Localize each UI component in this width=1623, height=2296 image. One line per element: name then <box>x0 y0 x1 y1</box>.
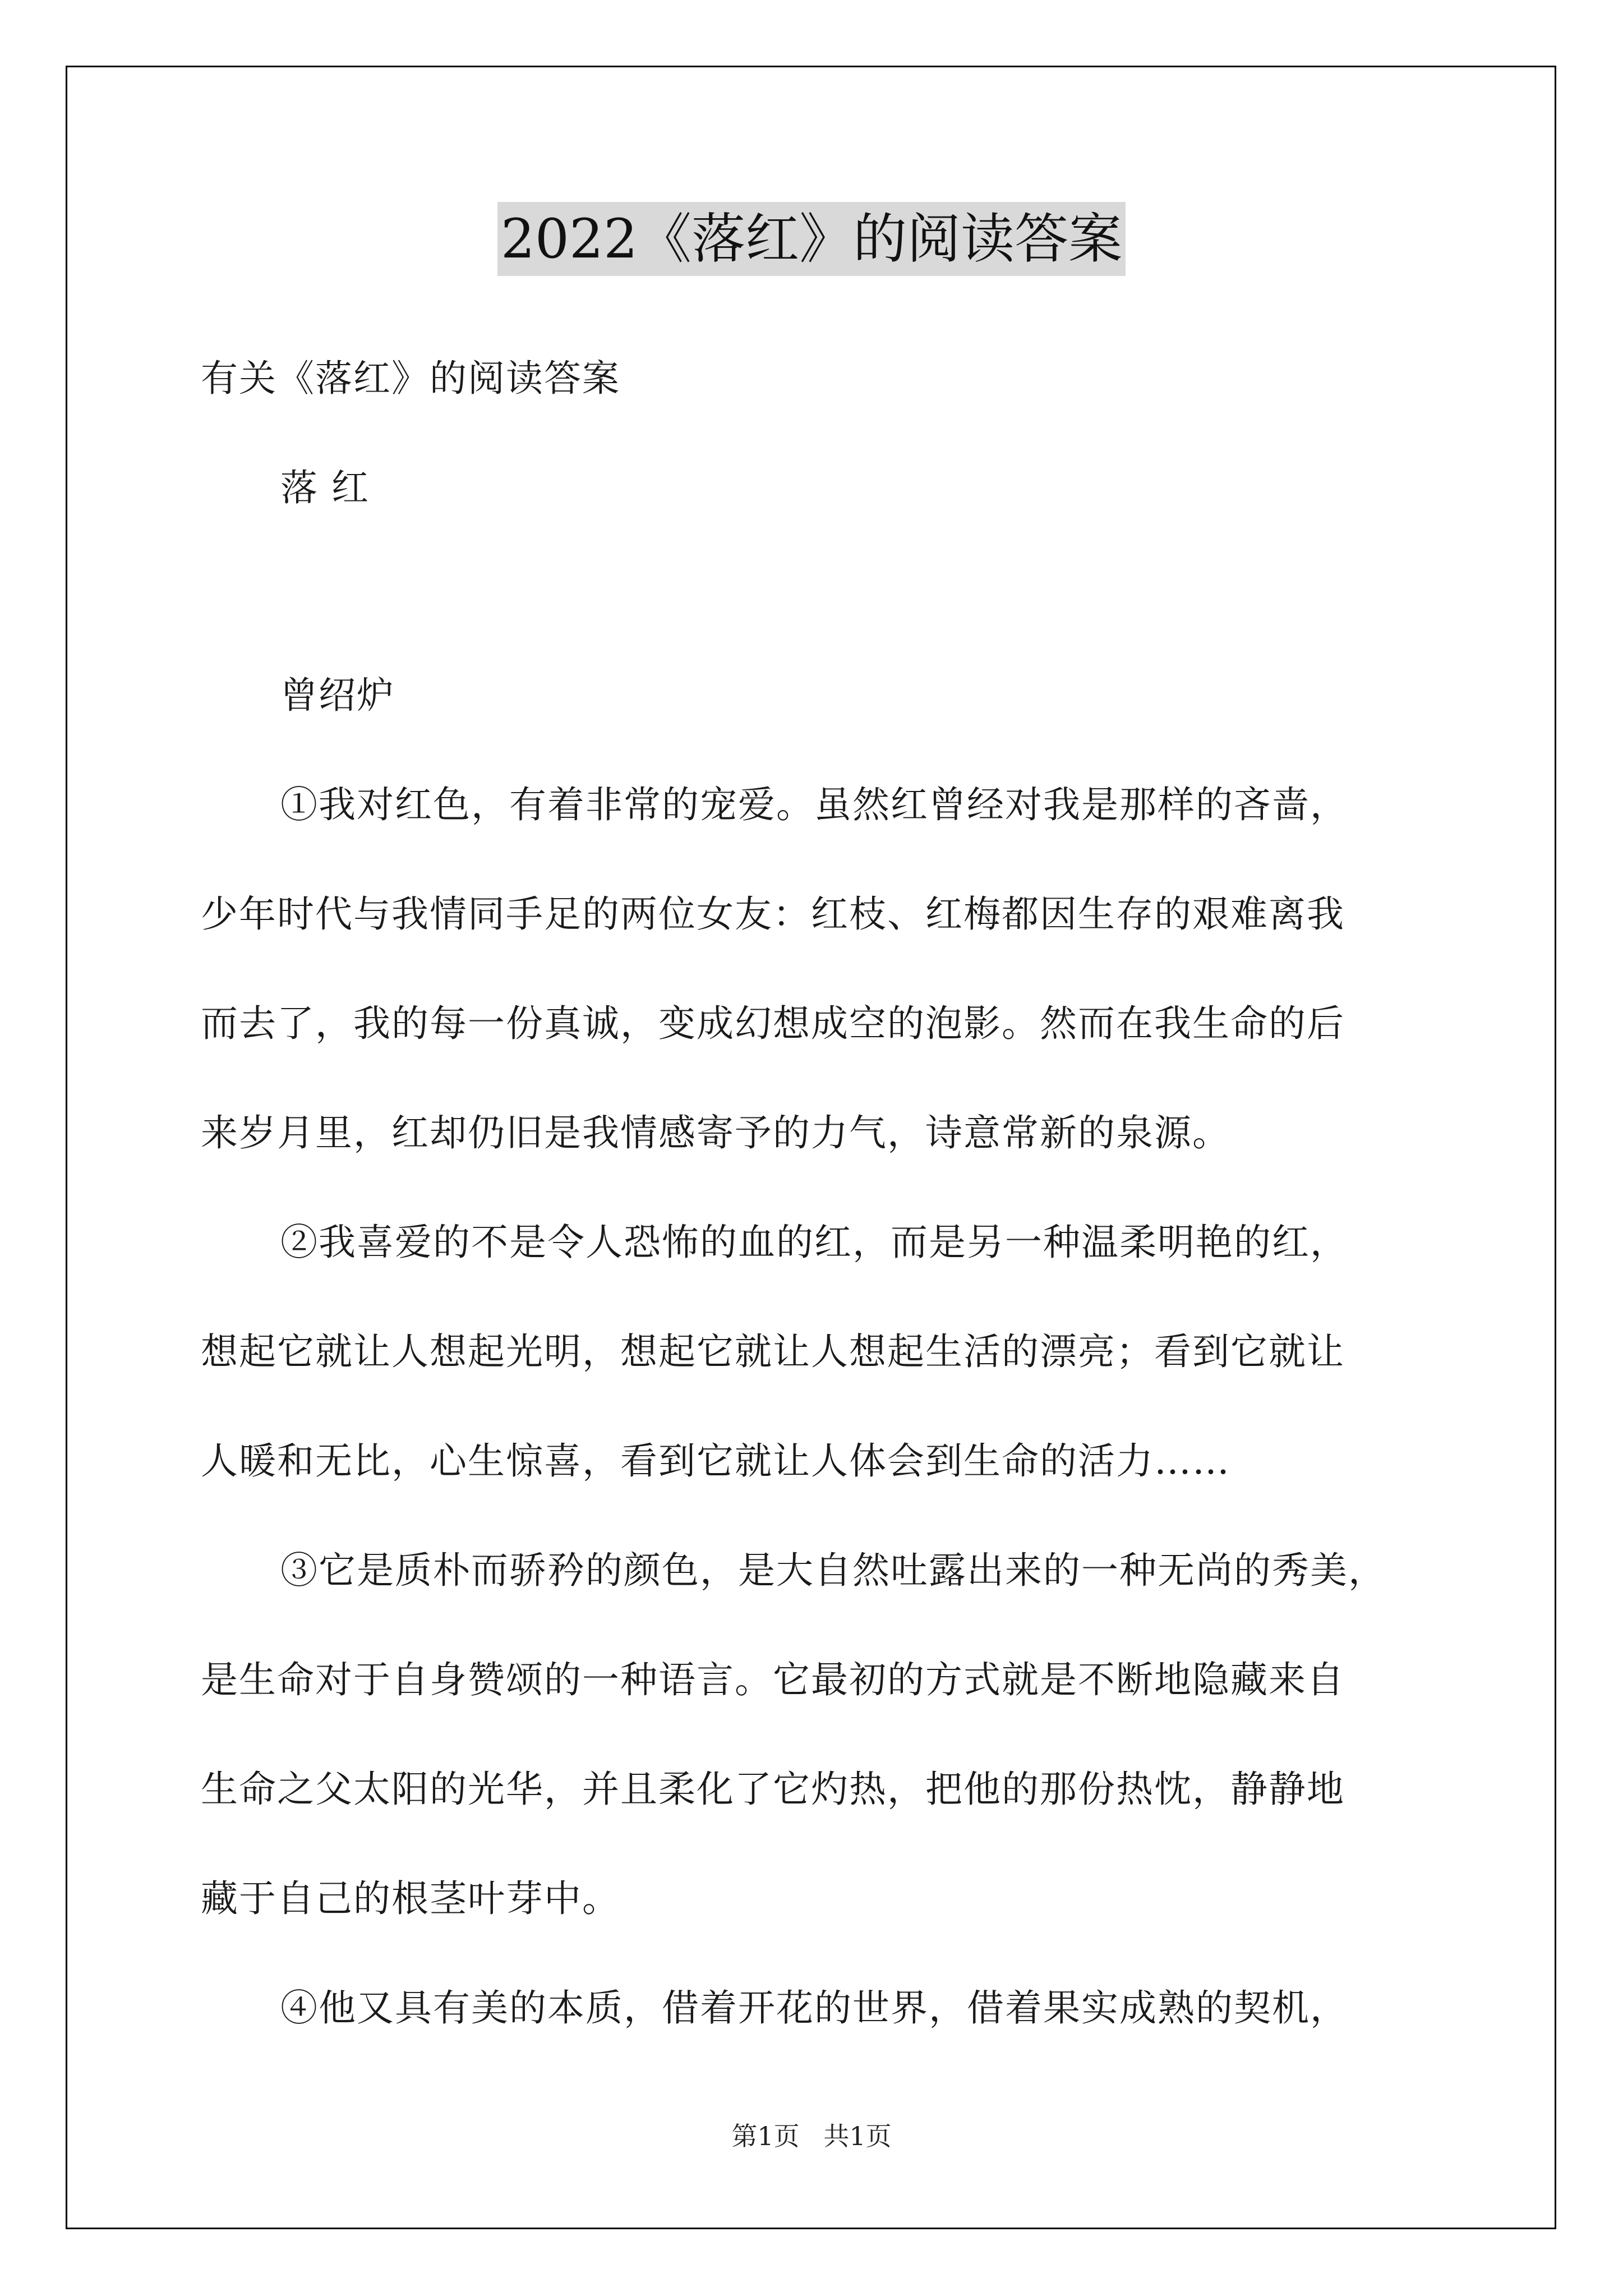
page-number: 第1页 <box>731 2121 800 2151</box>
poem-title: 落 红 <box>280 466 370 509</box>
paragraph-line: ③它是质朴而骄矜的颜色，是大自然吐露出来的一种无尚的秀美， <box>280 1549 1386 1592</box>
paragraph-line: 来岁月里，红却仍旧是我情感寄予的力气，诗意常新的泉源。 <box>201 1111 1230 1154</box>
page-total: 共1页 <box>823 2121 892 2151</box>
paragraph-line: 藏于自己的根茎叶芽中。 <box>201 1877 620 1920</box>
paragraph-line: ①我对红色，有着非常的宠爱。虽然红曾经对我是那样的吝啬， <box>280 783 1348 826</box>
paragraph-line: 生命之父太阳的光华，并且柔化了它灼热，把他的那份热忱，静静地 <box>201 1768 1345 1811</box>
page-footer <box>0 2119 1623 2153</box>
subtitle: 有关《落红》的阅读答案 <box>201 357 620 400</box>
paragraph-line: 是生命对于自身赞颂的一种语言。它最初的方式就是不断地隐藏来自 <box>201 1658 1345 1701</box>
paragraph-line: ④他又具有美的本质，借着开花的世界，借着果实成熟的契机， <box>280 1986 1348 2030</box>
paragraph-line: 想起它就让人想起光明，想起它就让人想起生活的漂亮；看到它就让 <box>201 1330 1345 1373</box>
paragraph-line: 人暖和无比，心生惊喜，看到它就让人体会到生命的活力…… <box>201 1439 1230 1483</box>
paragraph-line: 而去了，我的每一份真诚，变成幻想成空的泡影。然而在我生命的后 <box>201 1002 1345 1045</box>
paragraph-line: 少年时代与我情同手足的两位女友：红枝、红梅都因生存的艰难离我 <box>201 892 1345 936</box>
title-container <box>0 202 1623 276</box>
document-title: 2022《落红》的阅读答案 <box>497 202 1126 276</box>
author: 曾绍炉 <box>280 674 395 717</box>
paragraph-line: ②我喜爱的不是令人恐怖的血的红，而是另一种温柔明艳的红， <box>280 1221 1348 1264</box>
